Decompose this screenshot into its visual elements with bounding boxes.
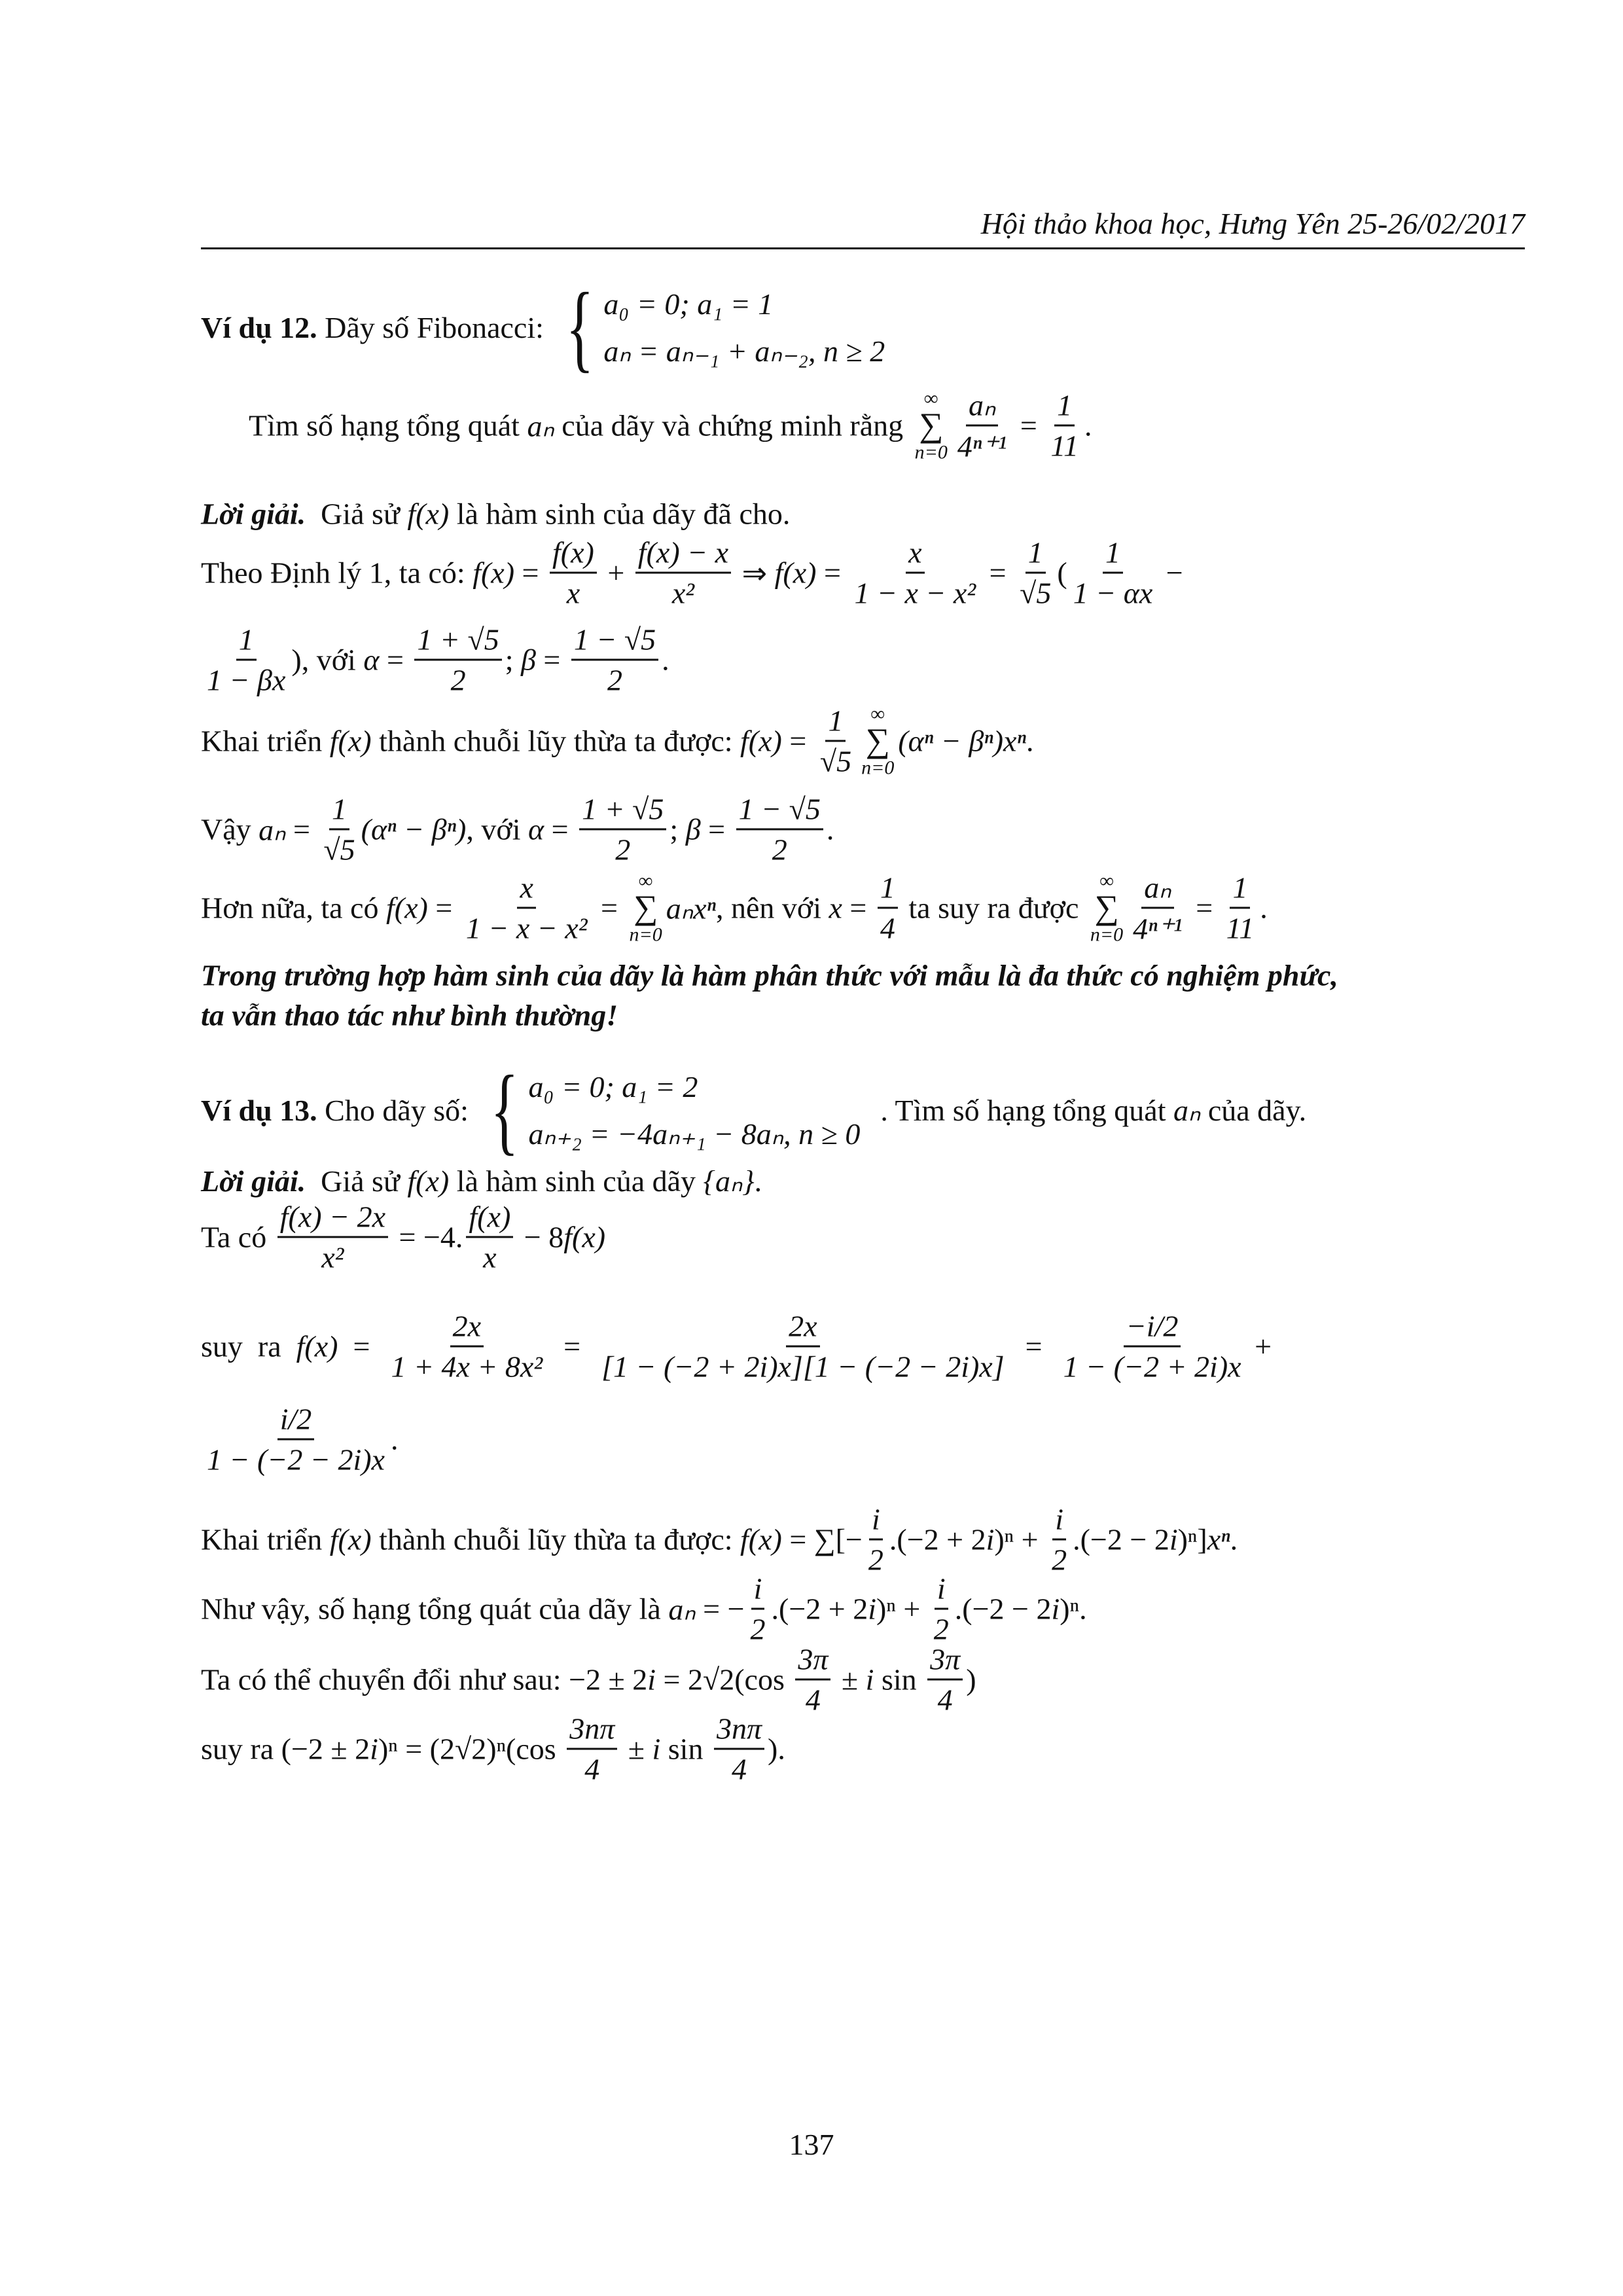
fraction: [1048, 388, 1081, 463]
math-run: i: [868, 1592, 877, 1626]
fraction: [1049, 1502, 1069, 1577]
fraction: [1017, 535, 1054, 611]
text-line: [201, 1402, 398, 1477]
cases-rows: [528, 1069, 860, 1151]
numerator: 1: [1026, 535, 1046, 574]
denominator: 2: [615, 833, 631, 867]
denominator: 4: [880, 911, 895, 945]
text-run: − 8: [516, 1220, 564, 1254]
math-run: β: [685, 812, 701, 846]
denominator: x: [566, 576, 580, 610]
sum-upper-limit: ∞: [638, 870, 653, 891]
math-run: f(x): [563, 1220, 606, 1254]
numerator: 1: [329, 792, 349, 831]
fraction: [851, 535, 978, 611]
cases-rows: [603, 287, 885, 368]
case-row: aₙ = aₙ₋₁ + aₙ₋₂, n ≥ 2: [603, 334, 885, 368]
text-line: [201, 1163, 762, 1198]
text-run: =: [379, 643, 412, 677]
math-run: f(x): [774, 556, 817, 590]
bold-italic-run: Lời giải.: [201, 497, 306, 531]
text-line: [201, 1056, 1307, 1164]
text-run: =: [816, 556, 849, 590]
denominator: 2: [1052, 1543, 1067, 1577]
text-run: Vậy: [201, 812, 259, 846]
text-run: =: [427, 891, 460, 925]
fraction: [571, 622, 658, 698]
text-run: = −: [695, 1592, 745, 1626]
sigma-symbol: ∑: [919, 406, 944, 444]
sum-lower-limit: n=0: [629, 924, 662, 945]
sigma-symbol: ∑: [1094, 889, 1119, 926]
sum-lower-limit: n=0: [914, 441, 948, 463]
text-run: =: [593, 891, 626, 925]
text-run: +: [1247, 1329, 1272, 1363]
math-run: x: [829, 891, 842, 925]
text-run: )ⁿ]: [1177, 1522, 1207, 1556]
numerator: 3nπ: [567, 1712, 617, 1750]
text-line: [201, 1200, 605, 1275]
text-run: .(−2 + 2: [771, 1592, 868, 1626]
denominator: 11: [1050, 429, 1079, 463]
denominator: 2: [868, 1543, 883, 1577]
numerator: 1: [236, 622, 257, 661]
numerator: i: [1052, 1502, 1066, 1541]
text-run: Hơn nữa, ta có: [201, 891, 387, 925]
text-run: =: [1188, 891, 1221, 925]
numerator: 1 − √5: [736, 792, 823, 831]
text-run: , nên với: [715, 891, 829, 925]
text-run: =: [1010, 1329, 1058, 1363]
text-run: ta suy ra được: [901, 891, 1086, 925]
text-run: ).: [768, 1732, 785, 1766]
case-row: a₀ = 0; a₁ = 2: [528, 1069, 698, 1103]
text-line: [201, 998, 618, 1033]
numerator: −i/2: [1124, 1309, 1181, 1348]
text-run: )ⁿ +: [994, 1522, 1046, 1556]
summation: [861, 704, 894, 778]
numerator: f(x) − x: [635, 535, 731, 574]
text-line: [249, 387, 1092, 464]
denominator: x²: [671, 576, 695, 610]
denominator: 1 − x − x²: [854, 576, 976, 610]
fraction: [736, 792, 823, 867]
left-brace: {: [565, 273, 594, 382]
numerator: 3π: [927, 1642, 963, 1681]
fraction: [1071, 535, 1156, 611]
text-run: =: [285, 812, 318, 846]
fraction: [599, 1309, 1007, 1384]
numerator: 1: [1054, 388, 1075, 427]
text-line: [201, 958, 1338, 993]
text-run: .(−2 + 2: [889, 1522, 986, 1556]
summation: [629, 871, 662, 944]
denominator: 1 − βx: [207, 663, 286, 697]
math-run: aₙ: [668, 1592, 696, 1626]
text-run: =: [535, 643, 568, 677]
math-run: α: [363, 643, 380, 677]
text-run: =: [514, 556, 546, 590]
math-run: f(x): [740, 1522, 782, 1556]
text-run: )ⁿ = (2√2)ⁿ(cos: [378, 1732, 564, 1766]
cases-system: [556, 273, 885, 382]
denominator: x²: [321, 1240, 344, 1274]
cases-system: [481, 1056, 861, 1164]
math-run: {aₙ}: [703, 1164, 755, 1198]
fraction: [817, 704, 854, 779]
numerator: 1 − √5: [571, 622, 658, 661]
denominator: x: [483, 1240, 497, 1274]
text-line: [201, 622, 669, 698]
text-run: ): [966, 1662, 976, 1696]
text-run: sin: [660, 1732, 711, 1766]
text-run: =: [1012, 408, 1045, 442]
math-run: (αⁿ − βⁿ): [361, 812, 467, 846]
text-run: thành chuỗi lũy thừa ta được:: [371, 724, 741, 758]
math-run: f(x): [407, 497, 450, 531]
math-run: i: [1169, 1522, 1178, 1556]
text-run: +: [599, 556, 632, 590]
text-run: Như vậy, số hạng tổng quát của dãy là: [201, 1592, 669, 1626]
fraction: [714, 1712, 764, 1787]
case-row: a₀ = 0; a₁ = 1: [603, 287, 774, 321]
numerator: 1 + √5: [579, 792, 666, 831]
fraction: [866, 1502, 886, 1577]
text-run: , với: [466, 812, 528, 846]
text-run: Dãy số Fibonacci:: [317, 310, 552, 344]
text-run: −: [1158, 556, 1183, 590]
denominator: 11: [1226, 911, 1255, 945]
numerator: f(x): [466, 1200, 513, 1238]
text-run: =: [700, 812, 733, 846]
text-run: Giả sử: [306, 497, 408, 531]
text-run: Khai triển: [201, 1522, 330, 1556]
text-run: ±: [834, 1662, 866, 1696]
math-run: β: [521, 643, 536, 677]
numerator: i: [751, 1571, 765, 1610]
case-row: aₙ₊₂ = −4aₙ₊₁ − 8aₙ, n ≥ 0: [528, 1117, 861, 1151]
denominator: 4: [805, 1683, 821, 1717]
text-line: [201, 497, 790, 531]
text-run: ⇒: [734, 556, 775, 590]
math-run: f(x): [329, 1522, 372, 1556]
math-run: f(x): [740, 724, 782, 758]
text-run: suy ra (−2 ± 2: [201, 1732, 370, 1766]
text-run: (: [1057, 556, 1067, 590]
denominator: √5: [323, 833, 355, 867]
text-run: .: [826, 812, 834, 846]
numerator: i: [869, 1502, 883, 1541]
text-line: [201, 1571, 1087, 1647]
header-rule: [201, 247, 1525, 249]
sigma-symbol: ∑: [633, 889, 658, 926]
text-run: .: [1084, 408, 1092, 442]
denominator: 1 − x − x²: [465, 911, 588, 945]
numerator: aₙ: [1141, 870, 1173, 909]
math-run: i: [652, 1732, 661, 1766]
text-run: .: [662, 643, 669, 677]
text-run: .(−2 − 2: [954, 1592, 1052, 1626]
bold-italic-run: ta vẫn thao tác như bình thường!: [201, 998, 618, 1032]
fraction: [567, 1712, 617, 1787]
bold-italic-run: Trong trường hợp hàm sinh của dãy là hàm phân thức với mẫu là đa thức có nghiệm phức,: [201, 958, 1338, 992]
denominator: 4ⁿ⁺¹: [1133, 912, 1183, 946]
fraction: [466, 1200, 513, 1275]
numerator: i: [935, 1571, 948, 1610]
bold-label: Ví dụ 13.: [201, 1093, 317, 1127]
sum-upper-limit: ∞: [870, 703, 885, 725]
numerator: f(x): [550, 535, 597, 574]
fraction: [463, 870, 590, 946]
math-run: i: [865, 1662, 874, 1696]
numerator: x: [906, 535, 924, 574]
fraction: [931, 1571, 952, 1647]
fraction: [748, 1571, 768, 1647]
math-run: i: [1051, 1592, 1060, 1626]
text-line: [201, 535, 1183, 611]
numerator: 1: [878, 870, 898, 909]
math-run: i: [647, 1662, 656, 1696]
text-run: ;: [505, 643, 521, 677]
math-run: f(x): [386, 891, 428, 925]
denominator: 2: [772, 833, 787, 867]
text-run: Khai triển: [201, 724, 330, 758]
numerator: 1: [825, 704, 846, 742]
math-run: f(x): [407, 1164, 450, 1198]
text-run: ), với: [291, 643, 364, 677]
denominator: 4: [937, 1683, 953, 1717]
fraction: [579, 792, 666, 867]
text-line: [201, 704, 1033, 779]
fraction: [795, 1642, 830, 1717]
text-run: .: [1260, 891, 1268, 925]
numerator: f(x) − 2x: [277, 1200, 388, 1238]
text-run: Cho dãy số:: [317, 1093, 476, 1127]
text-run: )ⁿ +: [876, 1592, 928, 1626]
fraction: [321, 792, 357, 867]
denominator: 2: [450, 663, 466, 697]
text-run: = ∑[−: [781, 1522, 863, 1556]
fraction: [635, 535, 731, 611]
text-run: ;: [669, 812, 686, 846]
math-run: f(x): [296, 1329, 338, 1363]
denominator: √5: [819, 744, 852, 778]
denominator: 1 − (−2 − 2i)x: [207, 1443, 385, 1477]
text-line: [201, 1309, 1272, 1384]
numerator: 3π: [795, 1642, 830, 1681]
text-run: )ⁿ.: [1060, 1592, 1087, 1626]
numerator: aₙ: [966, 387, 998, 427]
math-run: xⁿ: [1207, 1522, 1230, 1556]
text-run: = −4.: [391, 1220, 463, 1254]
text-run: sin: [874, 1662, 925, 1696]
page-number: 137: [789, 2128, 834, 2161]
text-run: của dãy.: [1200, 1093, 1307, 1127]
math-run: f(x): [473, 556, 515, 590]
numerator: x: [517, 870, 535, 909]
fraction: [388, 1309, 545, 1384]
denominator: 2: [750, 1612, 766, 1646]
fraction: [204, 1402, 387, 1477]
text-run: =: [548, 1329, 596, 1363]
denominator: 1 + 4x + 8x²: [391, 1350, 543, 1384]
text-run: Tìm số hạng tổng quát: [249, 408, 527, 442]
text-run: Theo Định lý 1, ta có:: [201, 556, 473, 590]
fraction: [277, 1200, 388, 1275]
text-line: [201, 1712, 785, 1787]
text-run: thành chuỗi lũy thừa ta được:: [371, 1522, 741, 1556]
bold-italic-run: Lời giải.: [201, 1164, 306, 1198]
text-run: =: [781, 724, 814, 758]
fraction: [1224, 870, 1257, 946]
numerator: 1: [1103, 535, 1123, 574]
text-run: Ta có: [201, 1220, 274, 1254]
text-run: là hàm sinh của dãy: [449, 1164, 704, 1198]
left-brace: {: [490, 1056, 520, 1164]
summation: [915, 389, 948, 462]
text-run: của dãy và chứng minh rằng: [554, 408, 911, 442]
math-run: (αⁿ − βⁿ)xⁿ: [898, 724, 1026, 758]
text-run: =: [842, 891, 874, 925]
denominator: 4: [731, 1752, 747, 1786]
fraction: [927, 1642, 963, 1717]
fraction: [1130, 870, 1185, 946]
text-run: Ta có thể chuyển đổi như sau: −2 ± 2: [201, 1662, 648, 1696]
numerator: 2x: [450, 1309, 484, 1348]
denominator: 2: [933, 1612, 949, 1646]
text-run: .: [1230, 1522, 1238, 1556]
text-run: suy ra: [201, 1329, 296, 1363]
numerator: i/2: [277, 1402, 315, 1441]
text-run: =: [544, 812, 577, 846]
fraction: [550, 535, 597, 611]
numerator: 3nπ: [714, 1712, 764, 1750]
denominator: 4: [584, 1752, 600, 1786]
math-run: aₙ: [259, 813, 286, 846]
math-run: α: [528, 812, 544, 846]
text-run: =: [338, 1329, 385, 1363]
text-run: ±: [620, 1732, 652, 1766]
sum-lower-limit: n=0: [861, 757, 895, 778]
running-header: Hội thảo khoa học, Hưng Yên 25-26/02/2017: [980, 207, 1525, 240]
math-run: aₙxⁿ: [666, 891, 716, 925]
math-run: aₙ: [527, 409, 554, 442]
text-line: [201, 1642, 976, 1717]
denominator: 1 − (−2 + 2i)x: [1063, 1350, 1241, 1384]
text-run: . Tìm số hạng tổng quát: [865, 1093, 1173, 1127]
fraction: [204, 622, 288, 698]
denominator: √5: [1020, 576, 1052, 610]
denominator: [1 − (−2 + 2i)x][1 − (−2 − 2i)x]: [601, 1350, 1005, 1384]
numerator: 1: [1230, 870, 1250, 909]
fraction: [878, 870, 898, 946]
math-run: f(x): [329, 724, 372, 758]
text-run: .: [1026, 724, 1034, 758]
fraction: [1061, 1309, 1244, 1384]
math-run: i: [986, 1522, 995, 1556]
numerator: 2x: [786, 1309, 819, 1348]
denominator: 4ⁿ⁺¹: [957, 429, 1007, 463]
text-line: [201, 870, 1268, 946]
text-run: .: [754, 1164, 762, 1198]
sum-upper-limit: ∞: [1099, 870, 1114, 891]
math-run: i: [370, 1732, 378, 1766]
text-run: Giả sử: [306, 1164, 408, 1198]
text-run: =: [982, 556, 1014, 590]
text-run: .(−2 − 2: [1073, 1522, 1169, 1556]
text-run: = 2√2(cos: [656, 1662, 793, 1696]
sum-upper-limit: ∞: [924, 387, 938, 409]
bold-label: Ví dụ 12.: [201, 310, 317, 344]
fraction: [955, 387, 1010, 464]
text-line: [201, 1502, 1238, 1577]
text-line: [201, 792, 834, 867]
text-line: [201, 273, 890, 382]
denominator: 2: [607, 663, 623, 697]
sum-lower-limit: n=0: [1090, 924, 1124, 945]
numerator: 1 + √5: [414, 622, 501, 661]
text-run: .: [390, 1422, 399, 1456]
summation: [1090, 871, 1123, 944]
math-run: aₙ: [1173, 1094, 1201, 1127]
sigma-symbol: ∑: [865, 722, 890, 759]
fraction: [414, 622, 501, 698]
denominator: 1 − αx: [1073, 576, 1153, 610]
text-run: là hàm sinh của dãy đã cho.: [449, 497, 791, 531]
